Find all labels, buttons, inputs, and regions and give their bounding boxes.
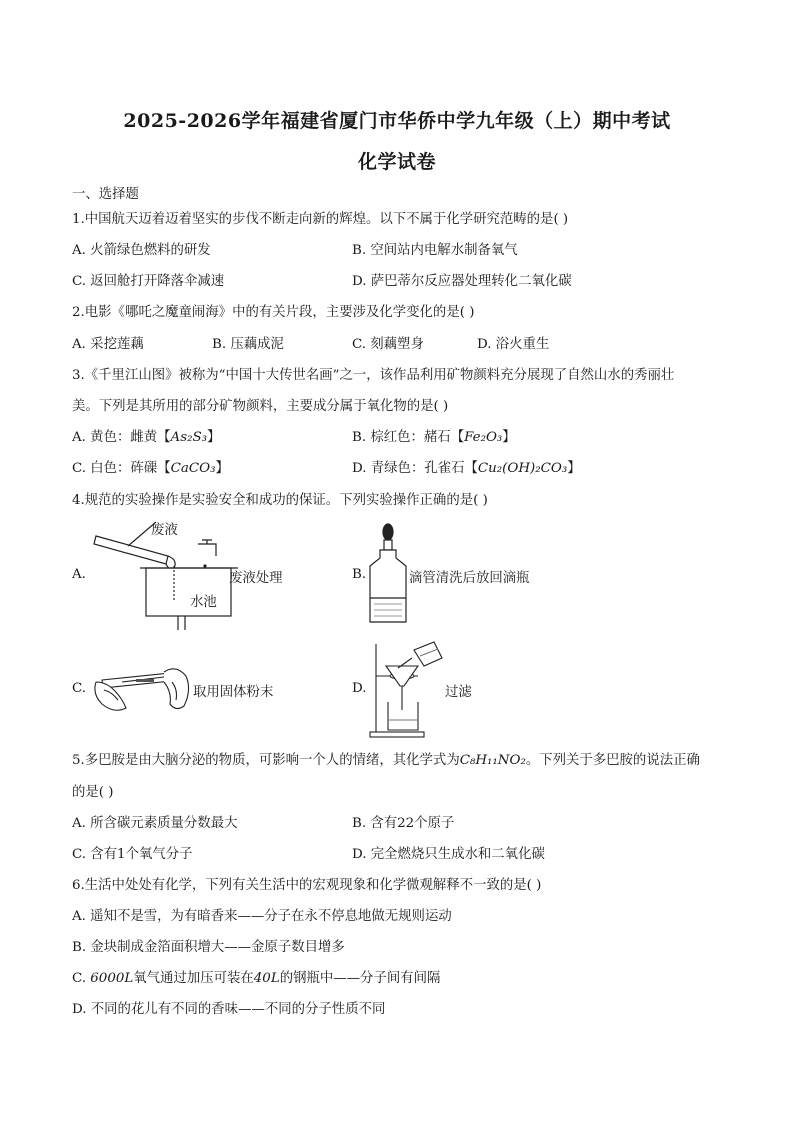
q3-option-b-text: B. 棕红色：赭石【 xyxy=(352,430,465,445)
q4-option-a-caption: 废液处理 xyxy=(229,571,283,586)
q3-option-c-text: C. 白色：砗磲【 xyxy=(72,461,171,476)
q4-option-b-caption: 滴管清洗后放回滴瓶 xyxy=(409,571,530,586)
section-heading: 一、选择题 xyxy=(72,187,139,202)
q4-option-c-letter: C. xyxy=(72,681,87,696)
q1-option-a: A. 火箭绿色燃料的研发 xyxy=(72,243,211,258)
q3-option-d-text: D. 青绿色：孔雀石【 xyxy=(352,461,478,476)
q6-option-d: D. 不同的花儿有不同的香味——不同的分子性质不同 xyxy=(72,1002,386,1017)
q2-option-b: B. 压藕成泥 xyxy=(212,337,284,352)
q3-option-b xyxy=(352,426,516,445)
sink-label: 水池 xyxy=(190,595,217,610)
q4-option-b-letter: B. xyxy=(352,567,367,582)
q1-option-d: D. 萨巴蒂尔反应器处理转化二氧化碳 xyxy=(352,274,572,289)
waste-liquid-label: 废液 xyxy=(151,523,178,538)
q5-stem-post: 。下列关于多巴胺的说法正确 xyxy=(525,753,700,768)
q3-stem-line2: 美。下列是其所用的部分矿物颜料，主要成分属于氧化物的是( ) xyxy=(72,399,449,414)
bracket-close: 】 xyxy=(567,461,581,476)
bracket-close: 】 xyxy=(215,461,229,476)
q1-option-c: C. 返回舱打开降落伞减速 xyxy=(72,274,225,289)
filtration-illustration xyxy=(368,636,448,740)
q6-option-c xyxy=(72,967,440,986)
bracket-close: 】 xyxy=(502,430,516,445)
q3-option-a xyxy=(72,426,220,445)
q6-option-c-post: 的钢瓶中——分子间有间隔 xyxy=(279,971,441,986)
q3-option-a-formula: As₂S₃ xyxy=(170,430,207,445)
q4-option-c-caption: 取用固体粉末 xyxy=(193,685,274,700)
q6-option-c-pre: C. xyxy=(72,971,91,986)
solid-powder-illustration xyxy=(92,660,192,716)
q4-option-d-caption: 过滤 xyxy=(445,685,472,700)
q1-option-b: B. 空间站内电解水制备氧气 xyxy=(352,243,518,258)
q4-option-a-letter: A. xyxy=(72,567,86,582)
q6-option-b: B. 金块制成金箔面积增大——金原子数目增多 xyxy=(72,940,345,955)
bracket-close: 】 xyxy=(206,430,221,445)
q5-option-b: B. 含有22个原子 xyxy=(352,816,455,831)
q5-option-c: C. 含有1个氧气分子 xyxy=(72,847,193,862)
q4-stem: 4.规范的实验操作是实验安全和成功的保证。下列实验操作正确的是( ) xyxy=(72,493,488,508)
q6-stem: 6.生活中处处有化学，下列有关生活中的宏观现象和化学微观解释不一致的是( ) xyxy=(72,878,542,893)
q5-stem-line1 xyxy=(72,749,700,768)
q6-option-c-num2: 40L xyxy=(253,971,280,986)
q2-option-c: C. 刻藕塑身 xyxy=(352,337,424,352)
q5-option-d: D. 完全燃烧只生成水和二氧化碳 xyxy=(352,847,545,862)
page-title: 2025-2026学年福建省厦门市华侨中学九年级（上）期中考试 xyxy=(123,110,671,132)
q3-option-d-formula: Cu₂(OH)₂CO₃ xyxy=(477,461,568,476)
q3-option-c-formula: CaCO₃ xyxy=(170,461,216,476)
q6-option-c-num1: 6000L xyxy=(90,971,134,986)
q1-stem: 1.中国航天迈着迈着坚实的步伐不断走向新的辉煌。以下不属于化学研究范畴的是( ) xyxy=(72,212,569,227)
q2-option-d: D. 浴火重生 xyxy=(477,337,550,352)
q2-stem: 2.电影《哪吒之魔童闹海》中的有关片段，主要涉及化学变化的是( ) xyxy=(72,305,475,320)
q6-option-c-mid: 氧气通过加压可装在 xyxy=(133,971,254,986)
q6-option-a: A. 遥知不是雪，为有暗香来——分子在永不停息地做无规则运动 xyxy=(72,909,452,924)
water-drop xyxy=(203,564,206,567)
q5-formula: C₈H₁₁NO₂ xyxy=(459,753,526,768)
q3-option-d xyxy=(352,457,581,476)
q5-stem-pre: 5.多巴胺是由大脑分泌的物质，可影响一个人的情绪，其化学式为 xyxy=(72,753,460,768)
q5-stem-line2: 的是( ) xyxy=(72,785,114,800)
q5-option-a: A. 所含碳元素质量分数最大 xyxy=(72,816,238,831)
q3-option-b-formula: Fe₂O₃ xyxy=(464,430,503,445)
q4-option-d-letter: D. xyxy=(352,681,367,696)
q3-stem-line1: 3.《千里江山图》被称为“中国十大传世名画”之一，该作品利用矿物颜料充分展现了自然山水的秀丽壮 xyxy=(72,368,675,383)
q3-option-c xyxy=(72,457,229,476)
dropper-bottle-illustration xyxy=(366,522,410,626)
page-subtitle: 化学试卷 xyxy=(357,151,436,173)
q2-option-a: A. 采挖莲藕 xyxy=(72,337,144,352)
q3-option-a-text: A. 黄色：雌黄【 xyxy=(72,430,171,445)
